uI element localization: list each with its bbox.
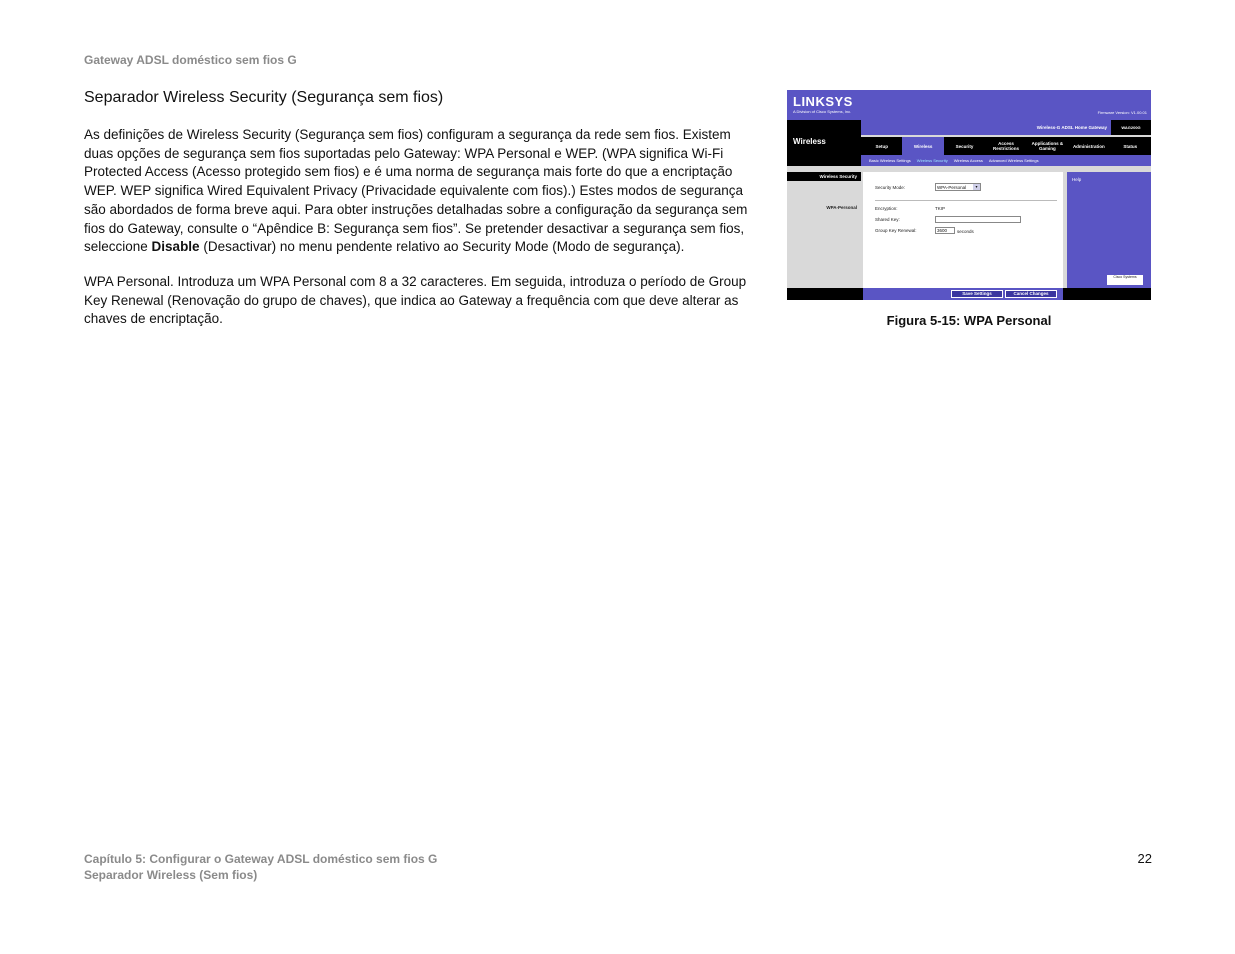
figure-model: WAG200G <box>1111 120 1151 135</box>
page-number: 22 <box>1137 851 1152 866</box>
encryption-label: Encryption: <box>875 206 898 211</box>
subtab-wireless-access[interactable]: Wireless Access <box>953 158 983 163</box>
encryption-value: TKIP <box>935 206 946 211</box>
section-title: Separador Wireless Security (Segurança sem fios) <box>84 89 444 106</box>
linksys-logo-subtitle: A Division of Cisco Systems, Inc. <box>793 109 852 114</box>
tab-applications-gaming[interactable]: Applications & Gaming <box>1031 141 1064 151</box>
figure-divider <box>875 200 1057 201</box>
subtab-advanced-wireless[interactable]: Advanced Wireless Settings <box>988 158 1039 163</box>
figure-subtabs <box>861 155 1151 166</box>
tab-setup[interactable]: Setup <box>875 143 888 149</box>
footer <box>84 851 437 883</box>
subtab-basic-wireless[interactable]: Basic Wireless Settings <box>869 158 911 163</box>
tab-administration[interactable]: Administration <box>1072 143 1105 149</box>
firmware-version: Firmware Version: V1.00.01 <box>1097 110 1147 115</box>
security-mode-label: Security Mode: <box>875 185 906 190</box>
group-key-input[interactable]: 3600 <box>935 227 955 234</box>
footer-section: Separador Wireless (Sem fios) <box>84 868 258 882</box>
tab-status[interactable]: Status <box>1123 143 1138 149</box>
help-link[interactable]: Help <box>1072 177 1082 182</box>
figure-caption: Figura 5-15: WPA Personal <box>886 313 1052 328</box>
save-settings-button[interactable]: Save Settings <box>951 290 1003 298</box>
intro-paragraph <box>84 126 760 257</box>
intro-text: As definições de Wireless Security (Segurança sem fios) configuram a segurança da rede sem fios. Existem duas opções de segurança sem fios suportadas pelo Gateway: WPA Personal e WEP. (WPA significa Wi-Fi Protected Access (Acesso protegido sem fios) e é uma norma de segurança mais forte do que a encriptação WEP. WEP significa Wired Equivalent Privacy (Privacidade equivalente com fios).) Estes modos de segurança são abordados de forma breve aqui. Para obter instruções detalhadas sobre a configuração da segurança sem fios do Gateway, consulte o “Apêndice B: Segurança sem fios”. Se pretender desactivar a segurança sem fios, seleccione <box>84 127 748 255</box>
disable-term: Disable <box>151 239 200 255</box>
figure-left-panel <box>787 172 861 288</box>
figure-tabs <box>861 137 1151 155</box>
linksys-logo: LINKSYS <box>793 94 853 109</box>
intro-text-end: (Desactivar) no menu pendente relativo ao Security Mode (Modo de segurança). <box>199 239 685 255</box>
footer-chapter: Capítulo 5: Configurar o Gateway ADSL doméstico sem fios G <box>84 852 438 866</box>
cisco-logo: Cisco Systems <box>1107 275 1143 285</box>
shared-key-label: Shared Key: <box>875 217 900 222</box>
chevron-down-icon: ▾ <box>973 184 980 190</box>
security-mode-value: WPA-Personal <box>937 185 967 190</box>
group-key-unit: seconds <box>957 229 974 234</box>
tab-wireless[interactable]: Wireless <box>902 137 943 155</box>
group-key-label: Group Key Renewal: <box>875 228 917 233</box>
figure-help-panel <box>1067 172 1151 288</box>
tab-security[interactable]: Security <box>955 143 974 149</box>
figure-product-name: Wireless-G ADSL Home Gateway <box>1036 125 1107 130</box>
figure-left-label: WPA-Personal <box>826 205 857 210</box>
figure-product-bar <box>861 120 1151 135</box>
security-mode-select[interactable] <box>935 183 981 191</box>
figure-section-name: Wireless <box>793 137 826 146</box>
subtab-wireless-security[interactable]: Wireless Security <box>916 158 948 163</box>
shared-key-input[interactable] <box>935 216 1021 223</box>
running-header: Gateway ADSL doméstico sem fios G <box>84 53 297 67</box>
wpa-personal-paragraph: WPA Personal. Introduza um WPA Personal com 8 a 32 caracteres. Em seguida, introduza o período de Group Key Renewal (Renovação do grupo de chaves), que indica ao Gateway a frequência com que deve alterar as chaves de encriptação. <box>84 274 747 327</box>
tab-access-restrictions[interactable]: Access Restrictions <box>992 141 1019 151</box>
figure-left-heading: Wireless Security <box>787 172 861 181</box>
cancel-changes-button[interactable]: Cancel Changes <box>1005 290 1057 298</box>
router-screenshot-figure <box>787 90 1151 300</box>
